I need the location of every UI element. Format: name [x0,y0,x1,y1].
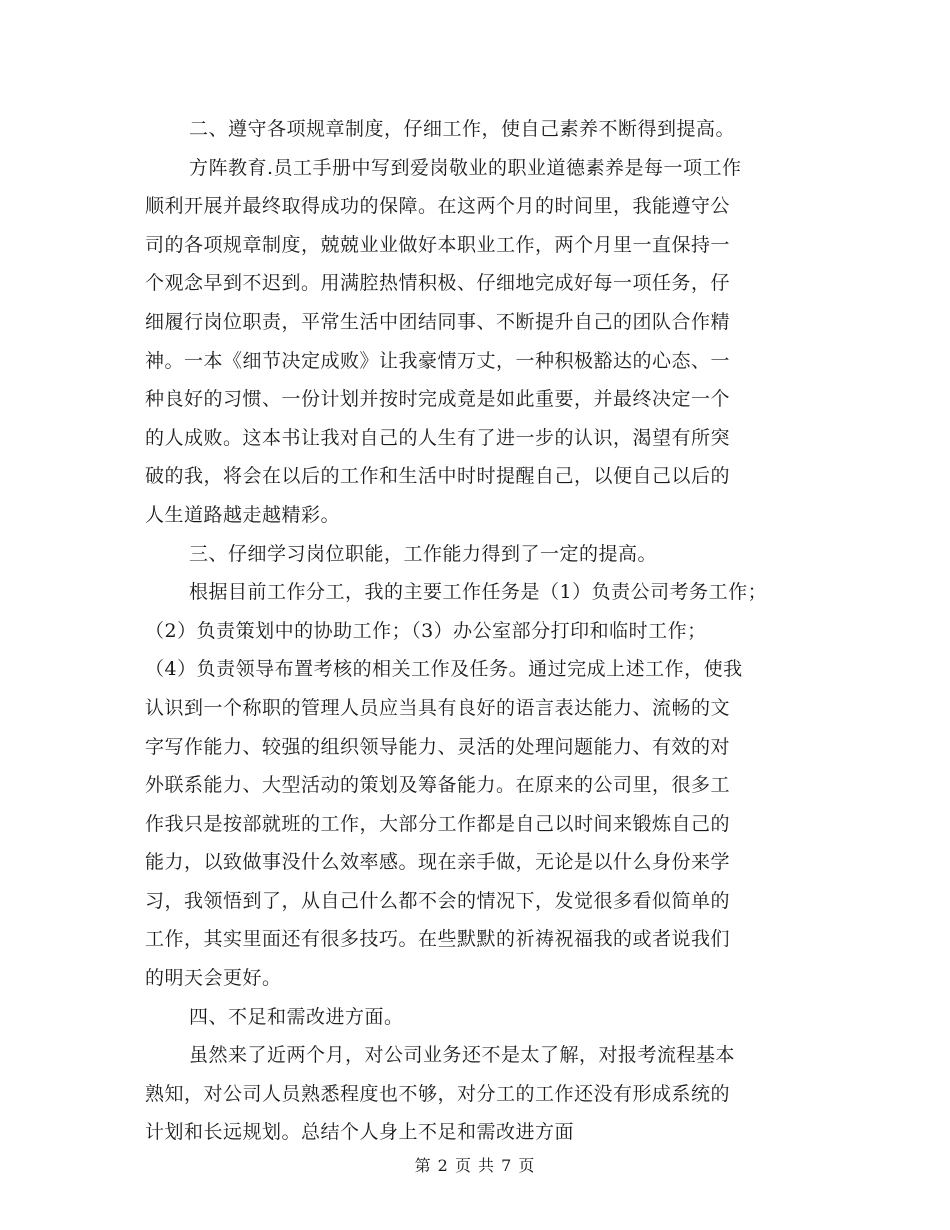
section-heading-2: 二、遵守各项规章制度，仔细工作，使自己素养不断得到提高。 [189,118,736,140]
paragraph-line: 人生道路越走越精彩。 [145,503,341,526]
page-number-footer: 第 2 页 共 7 页 [414,1156,536,1175]
paragraph-line: 能力，以致做事没什么效率感。现在亲手做，无论是以什么身份来学 [145,851,731,874]
paragraph-line: 外联系能力、大型活动的策划及筹备能力。在原来的公司里，很多工 [145,774,731,797]
paragraph-line: 破的我，将会在以后的工作和生活中时时提醒自己，以便自己以后的 [145,465,731,488]
paragraph-line: 的明天会更好。 [145,967,282,990]
paragraph-line: 根据目前工作分工，我的主要工作任务是（1）负责公司考务工作； [189,581,768,604]
paragraph-line: 个观念早到不迟到。用满腔热情积极、仔细地完成好每一项任务，仔 [145,272,731,295]
section-heading-3: 三、仔细学习岗位职能，工作能力得到了一定的提高。 [189,542,658,565]
paragraph-line: 计划和长远规划。总结个人身上不足和需改进方面 [145,1121,575,1144]
paragraph-line: 熟知，对公司人员熟悉程度也不够，对分工的工作还没有形成系统的 [145,1082,731,1105]
section-heading-4: 四、不足和需改进方面。 [189,1005,404,1028]
paragraph-line: 虽然来了近两个月，对公司业务还不是太了解，对报考流程基本 [189,1044,736,1067]
paragraph-line: （2）负责策划中的协助工作；（3）办公室部分打印和临时工作； [145,619,707,642]
paragraph-line: 司的各项规章制度，兢兢业业做好本职业工作，两个月里一直保持一 [145,233,731,256]
paragraph-line: 的人成败。这本书让我对自己的人生有了进一步的认识，渴望有所突 [145,426,731,449]
paragraph-line: 作我只是按部就班的工作，大部分工作都是自己以时间来锻炼自己的 [145,812,731,835]
paragraph-line: （4）负责领导布置考核的相关工作及任务。通过完成上述工作，使我 [145,658,743,681]
paragraph-line: 认识到一个称职的管理人员应当具有良好的语言表达能力、流畅的文 [145,696,731,719]
paragraph-line: 神。一本《细节决定成败》让我豪情万丈，一种积极豁达的心态、一 [145,349,731,372]
paragraph-line: 字写作能力、较强的组织领导能力、灵活的处理问题能力、有效的对 [145,735,731,758]
document-body [145,110,805,1152]
paragraph-line: 细履行岗位职责，平常生活中团结同事、不断提升自己的团队合作精 [145,310,731,333]
paragraph-line: 顺利开展并最终取得成功的保障。在这两个月的时间里，我能遵守公 [145,195,731,218]
paragraph-line: 方阵教育.员工手册中写到爱岗敬业的职业道德素养是每一项工作 [189,156,742,179]
paragraph-line: 习，我领悟到了，从自己什么都不会的情况下，发觉很多看似简单的 [145,889,731,912]
paragraph-line: 工作，其实里面还有很多技巧。在些默默的祈祷祝福我的或者说我们 [145,928,731,951]
paragraph-line: 种良好的习惯、一份计划并按时完成竟是如此重要，并最终决定一个 [145,388,731,411]
